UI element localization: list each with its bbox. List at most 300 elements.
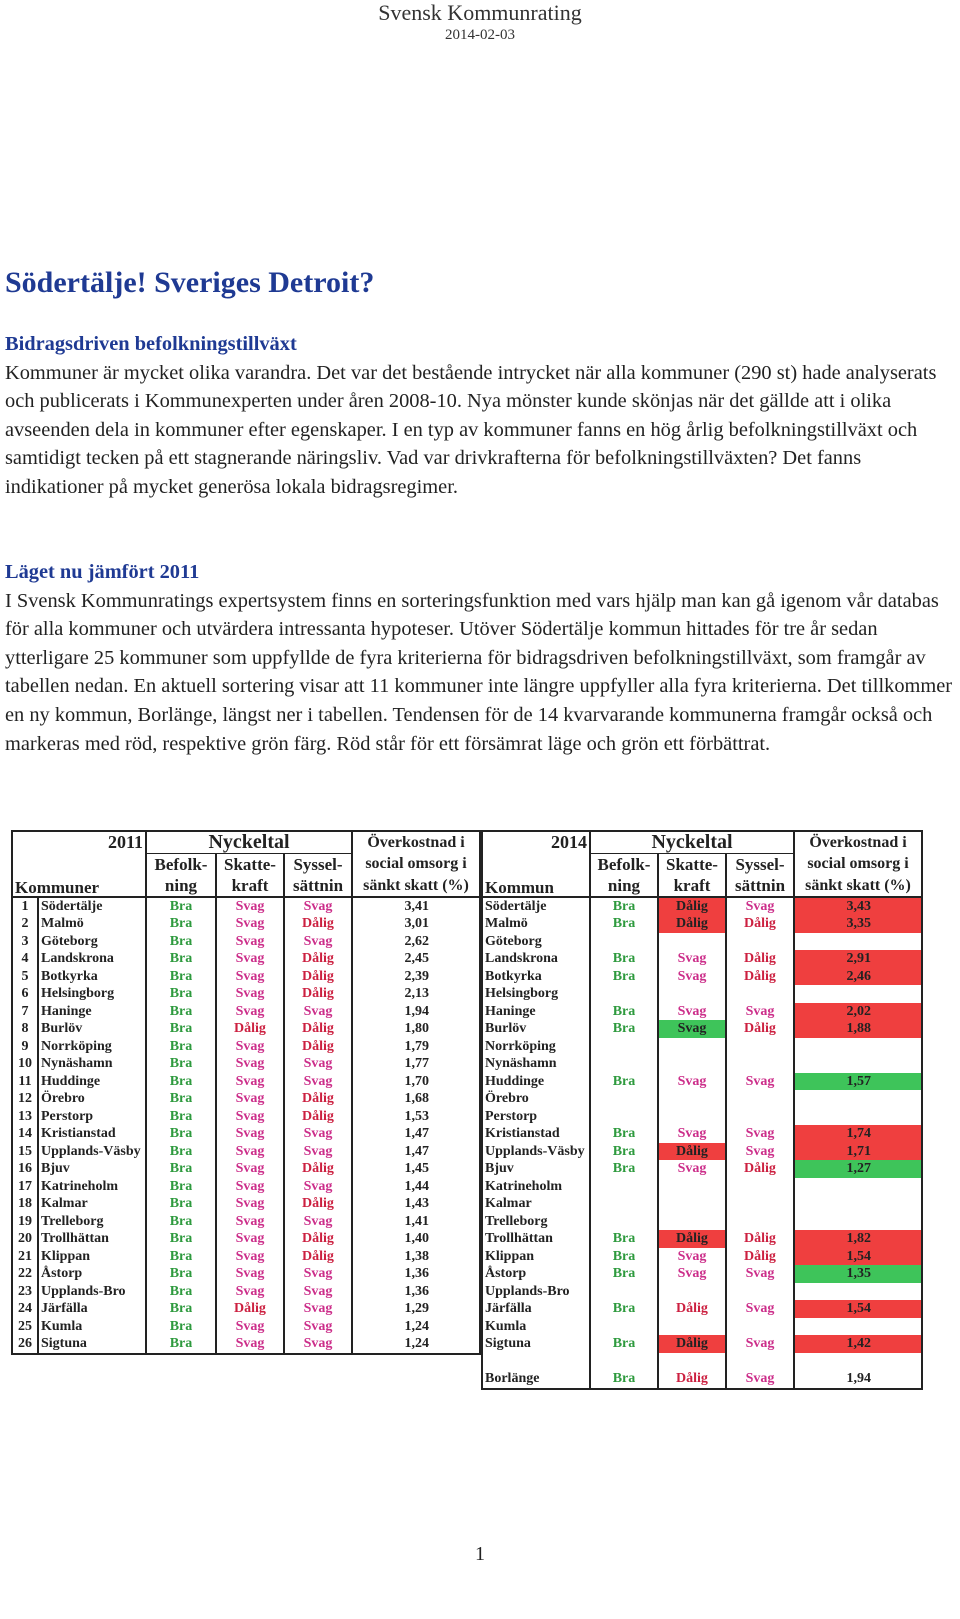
befolkning-cell: Bra bbox=[146, 1178, 216, 1196]
overkostnad-cell: 1,88 bbox=[794, 1020, 922, 1038]
skattekraft-cell: Dålig bbox=[658, 1300, 726, 1318]
kommun-name-cell: Burlöv bbox=[482, 1020, 590, 1038]
skattekraft-cell: Svag bbox=[658, 950, 726, 968]
befolkning-cell: Bra bbox=[590, 1335, 658, 1353]
befolkning-cell bbox=[590, 1178, 658, 1196]
sysselsattning-cell: Svag bbox=[284, 1178, 352, 1196]
befolkning-cell bbox=[590, 1038, 658, 1056]
table-row bbox=[482, 1283, 922, 1301]
skattekraft-cell bbox=[658, 1195, 726, 1213]
overkostnad-cell: 2,39 bbox=[404, 968, 429, 984]
befolkning-cell: Bra bbox=[590, 1073, 658, 1091]
overkostnad-header-3: sänkt skatt (%) bbox=[794, 875, 922, 897]
sysselsattning-cell: Dålig bbox=[726, 1160, 794, 1178]
table-row bbox=[12, 897, 480, 916]
kommun-name-cell: Örebro bbox=[38, 1090, 146, 1108]
befolkning-cell bbox=[590, 1055, 658, 1073]
overkostnad-cell: 1,35 bbox=[794, 1265, 922, 1283]
sysselsattning-cell: Svag bbox=[284, 897, 352, 916]
rank-cell: 9 bbox=[12, 1038, 38, 1056]
overkostnad-cell: 1,43 bbox=[404, 1196, 429, 1212]
befolkning-header-1: Befolk- bbox=[590, 853, 658, 875]
skattekraft-cell: Dålig bbox=[216, 1020, 284, 1038]
skattekraft-cell bbox=[658, 1213, 726, 1231]
skattekraft-cell: Dålig bbox=[658, 1370, 726, 1389]
befolkning-cell: Bra bbox=[146, 1283, 216, 1301]
nyckeltal-header: Nyckeltal bbox=[146, 831, 352, 853]
kommun-name-cell: Perstorp bbox=[482, 1108, 590, 1126]
befolkning-cell: Bra bbox=[146, 1160, 216, 1178]
befolkning-cell: Bra bbox=[146, 1038, 216, 1056]
section-laget-nu bbox=[5, 558, 955, 758]
sysselsattning-cell: Svag bbox=[284, 1265, 352, 1283]
skattekraft-cell: Svag bbox=[658, 1020, 726, 1038]
skattekraft-cell: Svag bbox=[216, 950, 284, 968]
rank-cell: 4 bbox=[12, 950, 38, 968]
sysselsattning-cell bbox=[726, 985, 794, 1003]
kommun-name-cell: Katrineholm bbox=[482, 1178, 590, 1196]
overkostnad-cell bbox=[794, 1178, 922, 1196]
befolkning-cell: Bra bbox=[590, 1143, 658, 1161]
section-heading: Läget nu jämfört 2011 bbox=[5, 561, 200, 583]
sysselsattning-cell: Dålig bbox=[726, 968, 794, 986]
sysselsattning-cell: Dålig bbox=[284, 985, 352, 1003]
table-row bbox=[12, 933, 480, 951]
kommun-name-cell: Helsingborg bbox=[38, 985, 146, 1003]
sysselsattning-cell: Dålig bbox=[284, 1230, 352, 1248]
table-row bbox=[12, 1143, 480, 1161]
overkostnad-cell: 1,57 bbox=[794, 1073, 922, 1091]
overkostnad-cell bbox=[794, 985, 922, 1003]
skattekraft-cell: Svag bbox=[216, 1160, 284, 1178]
kommun-name-cell: Bjuv bbox=[482, 1160, 590, 1178]
table-row bbox=[12, 1195, 480, 1213]
sysselsattning-cell: Svag bbox=[726, 1265, 794, 1283]
kommun-name-cell: Kumla bbox=[482, 1318, 590, 1336]
overkostnad-cell: 3,01 bbox=[404, 916, 429, 932]
rank-cell: 15 bbox=[12, 1143, 38, 1161]
overkostnad-cell: 1,44 bbox=[404, 1178, 429, 1194]
befolkning-cell: Bra bbox=[590, 1370, 658, 1389]
kommun-name-cell: Järfälla bbox=[482, 1300, 590, 1318]
skattekraft-cell: Svag bbox=[216, 1213, 284, 1231]
overkostnad-cell bbox=[794, 1108, 922, 1126]
overkostnad-cell: 1,24 bbox=[404, 1318, 429, 1334]
overkostnad-cell: 1,45 bbox=[404, 1161, 429, 1177]
skattekraft-cell: Svag bbox=[216, 1003, 284, 1021]
sysselsattning-cell: Svag bbox=[726, 1143, 794, 1161]
sysselsattning-cell: Dålig bbox=[726, 1248, 794, 1266]
skattekraft-cell: Svag bbox=[658, 1265, 726, 1283]
section-heading: Bidragsdriven befolkningstillväxt bbox=[5, 333, 297, 355]
skattekraft-cell bbox=[658, 1108, 726, 1126]
table-row bbox=[482, 968, 922, 986]
skattekraft-cell: Svag bbox=[216, 1265, 284, 1283]
page-number: 1 bbox=[475, 1543, 485, 1565]
table-row bbox=[12, 1090, 480, 1108]
befolkning-cell: Bra bbox=[146, 1248, 216, 1266]
kommun-name-cell: Landskrona bbox=[482, 950, 590, 968]
befolkning-cell: Bra bbox=[146, 1090, 216, 1108]
overkostnad-cell: 1,70 bbox=[404, 1073, 429, 1089]
rank-cell: 19 bbox=[12, 1213, 38, 1231]
kommun-name-cell: Huddinge bbox=[482, 1073, 590, 1091]
overkostnad-cell: 1,27 bbox=[794, 1160, 922, 1178]
befolkning-cell: Bra bbox=[590, 968, 658, 986]
table-2011-body bbox=[12, 897, 480, 1354]
rank-cell: 8 bbox=[12, 1020, 38, 1038]
befolkning-cell: Bra bbox=[146, 950, 216, 968]
befolkning-cell bbox=[590, 1195, 658, 1213]
table-row bbox=[482, 1143, 922, 1161]
befolkning-cell: Bra bbox=[146, 1108, 216, 1126]
table-row bbox=[482, 1125, 922, 1143]
sysselsattning-cell: Dålig bbox=[284, 1195, 352, 1213]
overkostnad-cell: 2,46 bbox=[794, 968, 922, 986]
kommun-name-cell: Nynäshamn bbox=[38, 1055, 146, 1073]
skattekraft-cell bbox=[658, 1178, 726, 1196]
rank-cell: 24 bbox=[12, 1300, 38, 1318]
befolkning-cell bbox=[590, 985, 658, 1003]
kommun-name-cell: Göteborg bbox=[482, 933, 590, 951]
table-row bbox=[482, 1108, 922, 1126]
table-row bbox=[12, 1300, 480, 1318]
table-row bbox=[482, 1370, 922, 1389]
skattekraft-cell: Dålig bbox=[658, 915, 726, 933]
kommun-name-cell: Helsingborg bbox=[482, 985, 590, 1003]
kommun-name-cell: Åstorp bbox=[482, 1265, 590, 1283]
section-text: Kommuner är mycket olika varandra. Det var det bestående intrycket när alla kommuner (290 st) hade analyserats och publicerats i Kommunexperten under åren 2008-10. Nya mönster kunde skönjas när det gällde att i olika avseenden dela in kommuner efter egenskaper. I en typ av kommuner fanns en hög årlig befolkningstillväxt och samtidigt tecken på ett stagnerande näringsliv. Vad var drivkrafterna för befolkningstillväxten? Det fanns indikationer på mycket generösa lokala bidragsregimer. bbox=[5, 361, 937, 498]
sysselsattning-cell: Dålig bbox=[726, 915, 794, 933]
skattekraft-cell: Dålig bbox=[658, 897, 726, 916]
overkostnad-cell bbox=[794, 1318, 922, 1336]
overkostnad-cell bbox=[794, 1038, 922, 1056]
kommun-name-cell: Trollhättan bbox=[482, 1230, 590, 1248]
kommun-name-cell: Kalmar bbox=[482, 1195, 590, 1213]
sysselsattning-cell: Svag bbox=[284, 1073, 352, 1091]
befolkning-cell: Bra bbox=[590, 1300, 658, 1318]
overkostnad-cell: 1,38 bbox=[404, 1248, 429, 1264]
sysselsattning-cell bbox=[726, 1353, 794, 1371]
kommun-name-cell: Upplands-Väsby bbox=[38, 1143, 146, 1161]
sysselsattning-cell bbox=[726, 1283, 794, 1301]
befolkning-cell bbox=[590, 1283, 658, 1301]
overkostnad-cell: 1,54 bbox=[794, 1300, 922, 1318]
kommun-name-cell: Klippan bbox=[38, 1248, 146, 1266]
sysselsattning-cell: Svag bbox=[284, 1143, 352, 1161]
befolkning-cell: Bra bbox=[146, 1318, 216, 1336]
kommun-name-cell: Kalmar bbox=[38, 1195, 146, 1213]
table-row bbox=[482, 1265, 922, 1283]
table-row bbox=[12, 1213, 480, 1231]
overkostnad-cell: 1,77 bbox=[404, 1056, 429, 1072]
overkostnad-cell bbox=[794, 1195, 922, 1213]
overkostnad-cell: 1,68 bbox=[404, 1091, 429, 1107]
table-row bbox=[12, 968, 480, 986]
sysselsattning-cell bbox=[726, 1318, 794, 1336]
sysselsattning-cell bbox=[726, 1090, 794, 1108]
kommun-name-cell: Trollhättan bbox=[38, 1230, 146, 1248]
rank-cell: 20 bbox=[12, 1230, 38, 1248]
befolkning-cell: Bra bbox=[590, 1003, 658, 1021]
table-row bbox=[482, 1178, 922, 1196]
kommun-name-cell: Kristianstad bbox=[482, 1125, 590, 1143]
table-year: 2014 bbox=[482, 831, 590, 853]
section-bidragsdriven bbox=[5, 330, 955, 502]
befolkning-header-2: ning bbox=[590, 875, 658, 897]
overkostnad-cell: 1,82 bbox=[794, 1230, 922, 1248]
sysselsattning-cell: Svag bbox=[284, 1125, 352, 1143]
kommun-name-cell: Kristianstad bbox=[38, 1125, 146, 1143]
skattekraft-cell: Svag bbox=[216, 1125, 284, 1143]
kommun-name-cell: Burlöv bbox=[38, 1020, 146, 1038]
befolkning-cell: Bra bbox=[590, 1160, 658, 1178]
skattekraft-cell bbox=[658, 1055, 726, 1073]
table-row bbox=[482, 1300, 922, 1318]
skattekraft-cell: Svag bbox=[216, 1055, 284, 1073]
skattekraft-cell: Svag bbox=[658, 1073, 726, 1091]
overkostnad-cell bbox=[794, 1090, 922, 1108]
sysselsattning-cell: Svag bbox=[726, 1300, 794, 1318]
skattekraft-cell: Svag bbox=[216, 1195, 284, 1213]
table-row bbox=[12, 985, 480, 1003]
overkostnad-cell: 1,36 bbox=[404, 1266, 429, 1282]
rank-cell: 21 bbox=[12, 1248, 38, 1266]
overkostnad-cell: 2,13 bbox=[404, 986, 429, 1002]
sysselsattning-cell: Svag bbox=[726, 1073, 794, 1091]
kommun-name-cell: Malmö bbox=[38, 915, 146, 933]
sysselsattning-cell: Svag bbox=[284, 1003, 352, 1021]
overkostnad-cell: 1,41 bbox=[404, 1213, 429, 1229]
table-row bbox=[482, 1248, 922, 1266]
table-2011 bbox=[11, 830, 481, 1355]
sysselsattning-cell bbox=[726, 1195, 794, 1213]
overkostnad-header-1: Överkostnad i bbox=[809, 834, 907, 851]
table-2011-header bbox=[12, 831, 480, 897]
table-row bbox=[482, 1213, 922, 1231]
kommun-name-cell: Landskrona bbox=[38, 950, 146, 968]
kommun-name-cell: Trelleborg bbox=[38, 1213, 146, 1231]
befolkning-cell: Bra bbox=[146, 1335, 216, 1354]
rank-cell: 11 bbox=[12, 1073, 38, 1091]
skattekraft-cell: Dålig bbox=[658, 1143, 726, 1161]
befolkning-cell: Bra bbox=[146, 1073, 216, 1091]
table-row bbox=[12, 1283, 480, 1301]
skattekraft-cell bbox=[658, 985, 726, 1003]
befolkning-cell: Bra bbox=[146, 897, 216, 916]
sysselsattning-cell: Svag bbox=[284, 1318, 352, 1336]
overkostnad-cell bbox=[794, 1283, 922, 1301]
kommun-name-cell: Klippan bbox=[482, 1248, 590, 1266]
befolkning-cell: Bra bbox=[146, 1055, 216, 1073]
rank-cell: 12 bbox=[12, 1090, 38, 1108]
overkostnad-cell bbox=[794, 1055, 922, 1073]
befolkning-cell: Bra bbox=[146, 933, 216, 951]
skattekraft-cell bbox=[658, 1353, 726, 1371]
overkostnad-header-1: Överkostnad i bbox=[367, 834, 465, 851]
overkostnad-cell: 1,71 bbox=[794, 1143, 922, 1161]
table-2014 bbox=[481, 830, 923, 1390]
overkostnad-cell: 1,47 bbox=[404, 1143, 429, 1159]
kommun-name-cell: Malmö bbox=[482, 915, 590, 933]
kommuner-header: Kommuner bbox=[12, 875, 146, 897]
befolkning-header-1: Befolk- bbox=[146, 853, 216, 875]
sysselsattning-cell: Svag bbox=[284, 933, 352, 951]
befolkning-cell: Bra bbox=[146, 1125, 216, 1143]
befolkning-cell: Bra bbox=[146, 1195, 216, 1213]
table-row bbox=[12, 950, 480, 968]
kommun-name-cell: Norrköping bbox=[482, 1038, 590, 1056]
skattekraft-cell: Svag bbox=[216, 1318, 284, 1336]
table-row bbox=[12, 1108, 480, 1126]
rank-cell: 6 bbox=[12, 985, 38, 1003]
table-row bbox=[482, 1160, 922, 1178]
table-row bbox=[482, 1003, 922, 1021]
header-date: 2014-02-03 bbox=[445, 27, 515, 43]
skattekraft-cell: Dålig bbox=[658, 1335, 726, 1353]
skattekraft-header-1: Skatte- bbox=[216, 853, 284, 875]
sysselsattning-cell: Dålig bbox=[284, 968, 352, 986]
rank-cell: 22 bbox=[12, 1265, 38, 1283]
kommun-name-cell: Järfälla bbox=[38, 1300, 146, 1318]
table-row bbox=[12, 1248, 480, 1266]
befolkning-cell bbox=[590, 1318, 658, 1336]
table-row bbox=[482, 1230, 922, 1248]
kommun-name-cell: Haninge bbox=[482, 1003, 590, 1021]
rank-cell: 3 bbox=[12, 933, 38, 951]
sysselsattning-cell: Dålig bbox=[284, 1090, 352, 1108]
skattekraft-cell: Svag bbox=[216, 1143, 284, 1161]
befolkning-cell bbox=[590, 1090, 658, 1108]
sysselsattning-cell: Dålig bbox=[284, 1248, 352, 1266]
skattekraft-cell: Svag bbox=[658, 1003, 726, 1021]
sysselsattning-cell: Dålig bbox=[284, 915, 352, 933]
skattekraft-cell: Svag bbox=[216, 1090, 284, 1108]
skattekraft-cell: Svag bbox=[216, 1283, 284, 1301]
overkostnad-cell: 3,43 bbox=[794, 897, 922, 916]
skattekraft-cell bbox=[658, 1283, 726, 1301]
table-row bbox=[482, 950, 922, 968]
table-row bbox=[482, 1073, 922, 1091]
table-row bbox=[482, 1335, 922, 1353]
kommun-name-cell: Nynäshamn bbox=[482, 1055, 590, 1073]
overkostnad-cell: 1,94 bbox=[404, 1003, 429, 1019]
kommun-name-cell: Södertälje bbox=[38, 897, 146, 916]
sysselsattning-cell: Svag bbox=[284, 1283, 352, 1301]
befolkning-cell: Bra bbox=[590, 897, 658, 916]
sysselsattning-header-1: Syssel- bbox=[726, 853, 794, 875]
table-row bbox=[482, 1038, 922, 1056]
befolkning-cell: Bra bbox=[590, 915, 658, 933]
kommun-name-cell: Katrineholm bbox=[38, 1178, 146, 1196]
overkostnad-cell: 1,24 bbox=[404, 1336, 429, 1352]
sysselsattning-cell: Svag bbox=[726, 1003, 794, 1021]
kommun-name-cell: Kumla bbox=[38, 1318, 146, 1336]
rank-cell: 2 bbox=[12, 915, 38, 933]
rank-cell: 16 bbox=[12, 1160, 38, 1178]
kommun-name-cell: Borlänge bbox=[482, 1370, 590, 1389]
befolkning-cell: Bra bbox=[590, 1230, 658, 1248]
skattekraft-cell: Svag bbox=[658, 1160, 726, 1178]
sysselsattning-cell bbox=[726, 933, 794, 951]
overkostnad-cell bbox=[794, 1353, 922, 1371]
skattekraft-cell bbox=[658, 1318, 726, 1336]
rank-cell: 5 bbox=[12, 968, 38, 986]
sysselsattning-cell bbox=[726, 1213, 794, 1231]
skattekraft-cell: Svag bbox=[216, 1335, 284, 1354]
table-2014-body bbox=[482, 897, 922, 1389]
sysselsattning-cell: Svag bbox=[726, 897, 794, 916]
sysselsattning-cell bbox=[726, 1055, 794, 1073]
rank-cell: 14 bbox=[12, 1125, 38, 1143]
sysselsattning-cell: Dålig bbox=[284, 1160, 352, 1178]
overkostnad-cell: 1,29 bbox=[404, 1301, 429, 1317]
table-row bbox=[482, 1318, 922, 1336]
sysselsattning-cell: Dålig bbox=[284, 1038, 352, 1056]
table-row bbox=[12, 1178, 480, 1196]
befolkning-cell: Bra bbox=[590, 950, 658, 968]
overkostnad-header-3: sänkt skatt (%) bbox=[352, 875, 480, 897]
sysselsattning-cell: Dålig bbox=[284, 950, 352, 968]
skattekraft-cell bbox=[658, 933, 726, 951]
skattekraft-cell: Svag bbox=[658, 968, 726, 986]
overkostnad-cell: 1,42 bbox=[794, 1335, 922, 1353]
kommun-name-cell: Sigtuna bbox=[38, 1335, 146, 1354]
rank-cell: 1 bbox=[12, 897, 38, 916]
site-title: Svensk Kommunrating bbox=[378, 0, 582, 25]
table-row bbox=[482, 1090, 922, 1108]
skattekraft-cell: Svag bbox=[216, 1073, 284, 1091]
sysselsattning-cell: Dålig bbox=[726, 1230, 794, 1248]
sysselsattning-cell: Svag bbox=[284, 1300, 352, 1318]
befolkning-cell: Bra bbox=[590, 1265, 658, 1283]
befolkning-cell: Bra bbox=[590, 1248, 658, 1266]
befolkning-cell: Bra bbox=[146, 1143, 216, 1161]
sysselsattning-header-2: sättnin bbox=[284, 875, 352, 897]
kommun-name-cell: Norrköping bbox=[38, 1038, 146, 1056]
overkostnad-cell: 3,35 bbox=[794, 915, 922, 933]
rank-cell: 7 bbox=[12, 1003, 38, 1021]
kommun-name-cell: Botkyrka bbox=[38, 968, 146, 986]
skattekraft-cell: Dålig bbox=[216, 1300, 284, 1318]
table-row bbox=[12, 1020, 480, 1038]
kommun-name-cell: Bjuv bbox=[38, 1160, 146, 1178]
skattekraft-cell: Dålig bbox=[658, 1230, 726, 1248]
befolkning-cell: Bra bbox=[146, 968, 216, 986]
overkostnad-cell: 1,80 bbox=[404, 1021, 429, 1037]
table-row bbox=[482, 933, 922, 951]
overkostnad-cell: 1,36 bbox=[404, 1283, 429, 1299]
table-row bbox=[12, 1038, 480, 1056]
table-row bbox=[482, 1020, 922, 1038]
nyckeltal-header: Nyckeltal bbox=[590, 831, 794, 853]
article-title: Södertälje! Sveriges Detroit? bbox=[5, 266, 375, 299]
rank-cell: 18 bbox=[12, 1195, 38, 1213]
overkostnad-cell: 1,74 bbox=[794, 1125, 922, 1143]
skattekraft-cell bbox=[658, 1090, 726, 1108]
kommun-name-cell: Åstorp bbox=[38, 1265, 146, 1283]
overkostnad-cell: 1,94 bbox=[846, 1371, 871, 1387]
overkostnad-cell: 2,91 bbox=[794, 950, 922, 968]
kommun-name-cell: Trelleborg bbox=[482, 1213, 590, 1231]
rank-cell: 23 bbox=[12, 1283, 38, 1301]
table-row bbox=[12, 1125, 480, 1143]
rank-cell: 26 bbox=[12, 1335, 38, 1354]
kommun-name-cell: Göteborg bbox=[38, 933, 146, 951]
table-row bbox=[12, 1003, 480, 1021]
table-row bbox=[482, 1195, 922, 1213]
befolkning-cell: Bra bbox=[146, 1265, 216, 1283]
